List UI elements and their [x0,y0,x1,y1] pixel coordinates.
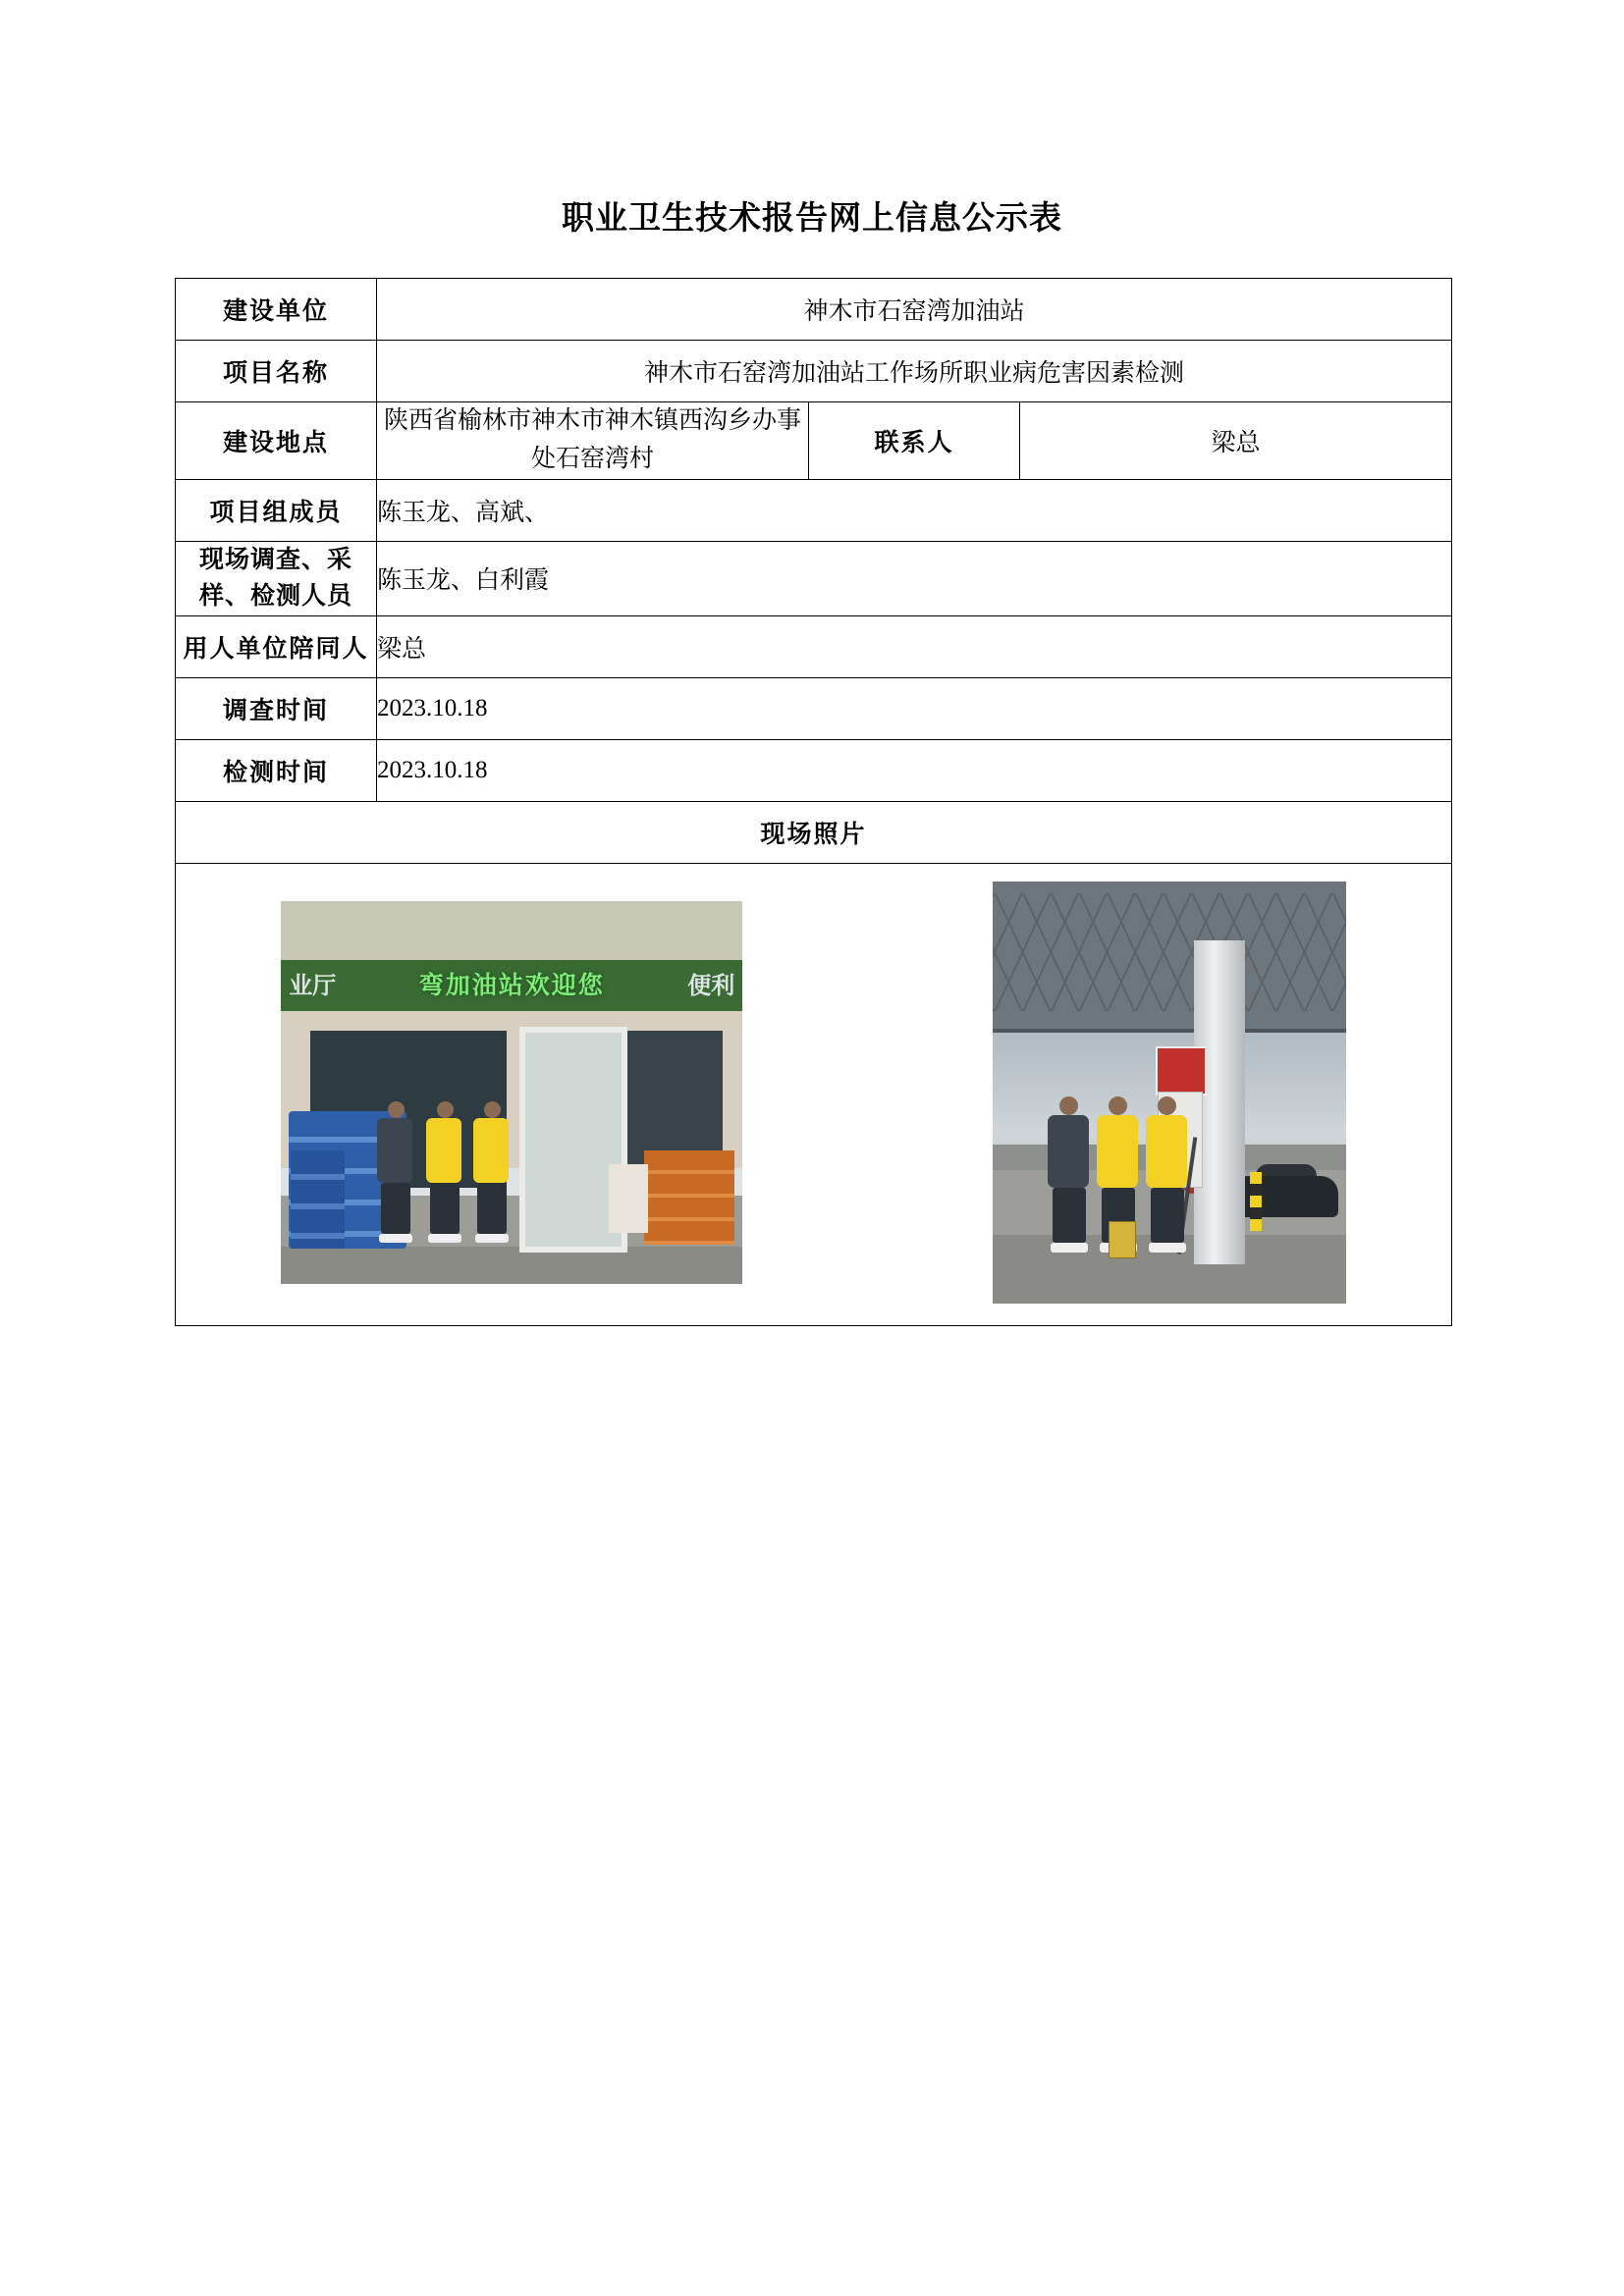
row-value-test-date: 2023.10.18 [377,739,1452,801]
row-value-contact-person: 梁总 [1020,402,1452,480]
photos-cell [176,863,1452,1325]
table-row [176,615,1452,677]
site-photo-forecourt [993,881,1346,1304]
row-label-contact-person: 联系人 [809,402,1020,480]
table-row [176,541,1452,615]
table-row [176,863,1452,1325]
photos-section-header: 现场照片 [176,801,1452,863]
site-photo-storefront [281,901,742,1284]
page-title: 职业卫生技术报告网上信息公示表 [562,199,1062,236]
row-value-construction-site: 陕西省榆林市神木市神木镇西沟乡办事处石窑湾村 [377,402,809,480]
row-label-accompany-person: 用人单位陪同人 [176,615,377,677]
person-figure [1048,1096,1091,1253]
row-label-project-members: 项目组成员 [176,479,377,541]
row-value-survey-staff: 陈玉龙、白利霞 [377,541,1452,615]
row-label-survey-date: 调查时间 [176,677,377,739]
person-figure [473,1101,511,1243]
row-label-project-name: 项目名称 [176,341,377,402]
person-figure [426,1101,463,1243]
person-figure [1146,1096,1189,1253]
photo1-left-sign-text: 业厅 [289,972,337,999]
table-row [176,677,1452,739]
row-value-construction-unit: 神木市石窑湾加油站 [377,279,1452,341]
row-label-test-date: 检测时间 [176,739,377,801]
row-value-accompany-person: 梁总 [377,615,1452,677]
table-row [176,801,1452,863]
row-value-project-members: 陈玉龙、高斌、 [377,479,1452,541]
table-row [176,341,1452,402]
row-value-project-name: 神木市石窑湾加油站工作场所职业病危害因素检测 [377,341,1452,402]
table-row [176,739,1452,801]
photo1-led-sign-text: 弯加油站欢迎您 [418,971,605,999]
row-label-construction-unit: 建设单位 [176,279,377,341]
row-label-survey-staff: 现场调查、采样、检测人员 [176,541,377,615]
row-label-construction-site: 建设地点 [176,402,377,480]
info-table [175,278,1452,1326]
table-row [176,479,1452,541]
table-row [176,402,1452,480]
photo1-right-sign-text: 便利 [687,972,735,999]
table-row [176,279,1452,341]
row-value-survey-date: 2023.10.18 [377,677,1452,739]
person-figure [377,1101,414,1243]
